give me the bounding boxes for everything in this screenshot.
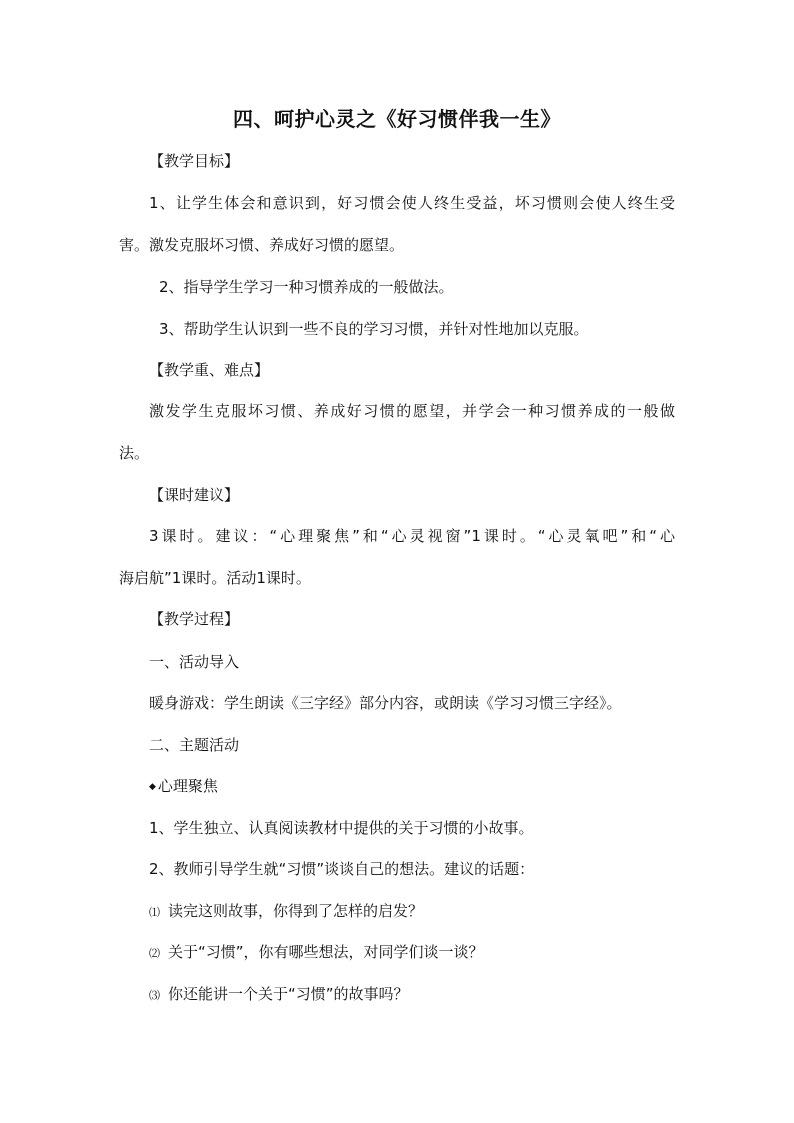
question-1-text: 读完这则故事，你得到了怎样的启发？ [168,902,424,920]
step-1-heading: 一、活动导入 [149,653,240,671]
question-2-marker: ⑵ [149,947,160,960]
key-points-line-1: 激发学生克服坏习惯、养成好习惯的愿望，并学会一种习惯养成的一般做 [149,402,675,420]
goal-2: 2、指导学生学习一种习惯养成的一般做法。 [159,278,454,296]
lesson-time-line-2: 海启航”1课时。活动1课时。 [119,569,311,587]
question-3-marker: ⑶ [149,989,160,1002]
goal-1-line-2: 害。激发克服坏习惯、养成好习惯的愿望。 [119,236,405,254]
activity-item-1: 1、学生独立、认真阅读教材中提供的关于习惯的小故事。 [149,819,534,837]
warmup-game: 暖身游戏：学生朗读《三字经》部分内容，或朗读《学习习惯三字经》。 [149,694,622,712]
question-3 [149,983,409,1007]
lesson-time-line-1: 3课时。建议：“心理聚焦”和“心灵视窗”1课时。“心灵氧吧”和“心 [149,527,675,545]
question-1-marker: ⑴ [149,906,160,919]
key-points-line-2: 法。 [119,444,150,462]
document-title: 四、呵护心灵之《好习惯伴我一生》 [233,107,561,131]
question-2 [149,941,484,965]
focus-heading-label: 心理聚焦 [157,777,218,795]
section-heading-lesson-time: 【课时建议】 [149,486,240,504]
goal-3: 3、帮助学生认识到一些不良的学习习惯，并针对性地加以克服。 [159,320,589,338]
question-3-text: 你还能讲一个关于“习惯”的故事吗？ [168,985,409,1003]
goal-1-line-1: 1、让学生体会和意识到，好习惯会使人终生受益，坏习惯则会使人终生受 [149,194,675,212]
activity-item-2: 2、教师引导学生就“习惯”谈谈自己的想法。建议的话题： [149,860,535,878]
focus-heading [149,775,218,798]
section-heading-key-points: 【教学重、难点】 [149,361,270,379]
section-heading-goals: 【教学目标】 [149,152,240,170]
step-2-heading: 二、主题活动 [149,736,240,754]
diamond-bullet-icon: ◆ [149,782,156,792]
section-heading-process: 【教学过程】 [149,610,240,628]
question-2-text: 关于“习惯”，你有哪些想法，对同学们谈一谈？ [168,943,484,961]
question-1 [149,900,423,924]
